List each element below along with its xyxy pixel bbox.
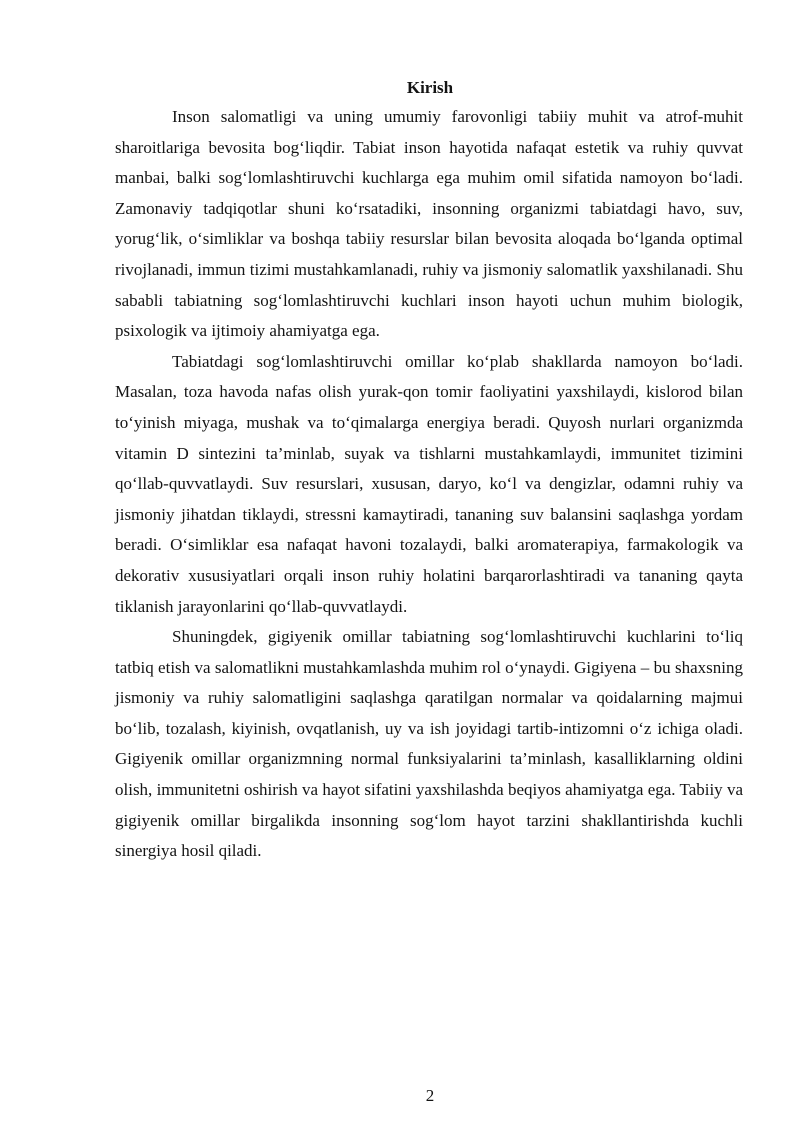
- body-text: [115, 102, 743, 867]
- paragraph-2: Tabiatdagi sog‘lomlashtiruvchi omillar ko‘plab shakllarda namoyon bo‘ladi. Masalan, toza havoda nafas olish yurak-qon tomir faoliyatini yaxshilaydi, kislorod bilan to‘yinish miyaga, mushak va to‘qimalarga energiya beradi. Quyosh nurlari organizmda vitamin D sintezini ta’minlab, suyak va tishlarni mustahkamlaydi, immunitet tizimini qo‘llab-quvvatlaydi. Suv resurslari, xususan, daryo, ko‘l va dengizlar, odamni ruhiy va jismoniy jihatdan tiklaydi, stressni kamaytiradi, tananing suv balansini saqlashga yordam beradi. O‘simliklar esa nafaqat havoni tozalaydi, balki aromaterapiya, farmakologik va dekorativ xususiyatlari orqali inson ruhiy holatini barqarorlashtiradi va tananing qayta tiklanish jarayonlarini qo‘llab-quvvatlaydi.: [115, 351, 743, 616]
- section-title: Kirish: [406, 78, 454, 97]
- paragraph-1: Inson salomatligi va uning umumiy farovonligi tabiiy muhit va atrof-muhit sharoitlariga bevosita bog‘liqdir. Tabiat inson hayotida nafaqat estetik va ruhiy quvvat manbai, balki sog‘lomlashtiruvchi kuchlarga ega muhim omil sifatida namoyon bo‘ladi. Zamonaviy tadqiqotlar shuni ko‘rsatadiki, insonning organizmi tabiatdagi havo, suv, yorug‘lik, o‘simliklar va boshqa tabiiy resurslar bilan bevosita aloqada bo‘lganda optimal rivojlanadi, immun tizimi mustahkamlanadi, ruhiy va jismoniy salomatlik yaxshilanadi. Shu sababli tabiatning sog‘lomlashtiruvchi kuchlari inson hayoti uchun muhim biologik, psixologik va ijtimoiy ahamiyatga ega.: [115, 107, 743, 341]
- paragraph-3: Shuningdek, gigiyenik omillar tabiatning sog‘lomlashtiruvchi kuchlarini to‘liq tatbiq etish va salomatlikni mustahkamlashda muhim rol o‘ynaydi. Gigiyena – bu shaxsning jismoniy va ruhiy salomatligini saqlashga qaratilgan normalar va qoidalarning majmui bo‘lib, tozalash, kiyinish, ovqatlanish, uy va ish joyidagi tartib-intizomni o‘z ichiga oladi. Gigiyenik omillar organizmning normal funksiyalarini ta’minlash, kasalliklarning oldini olish, immunitetni oshirish va hayot sifatini yaxshilashda beqiyos ahamiyatga ega. Tabiiy va gigiyenik omillar birgalikda insonning sog‘lom hayot tarzini shakllantirishda kuchli sinergiya hosil qiladi.: [115, 627, 743, 861]
- page-number: 2: [425, 1086, 435, 1105]
